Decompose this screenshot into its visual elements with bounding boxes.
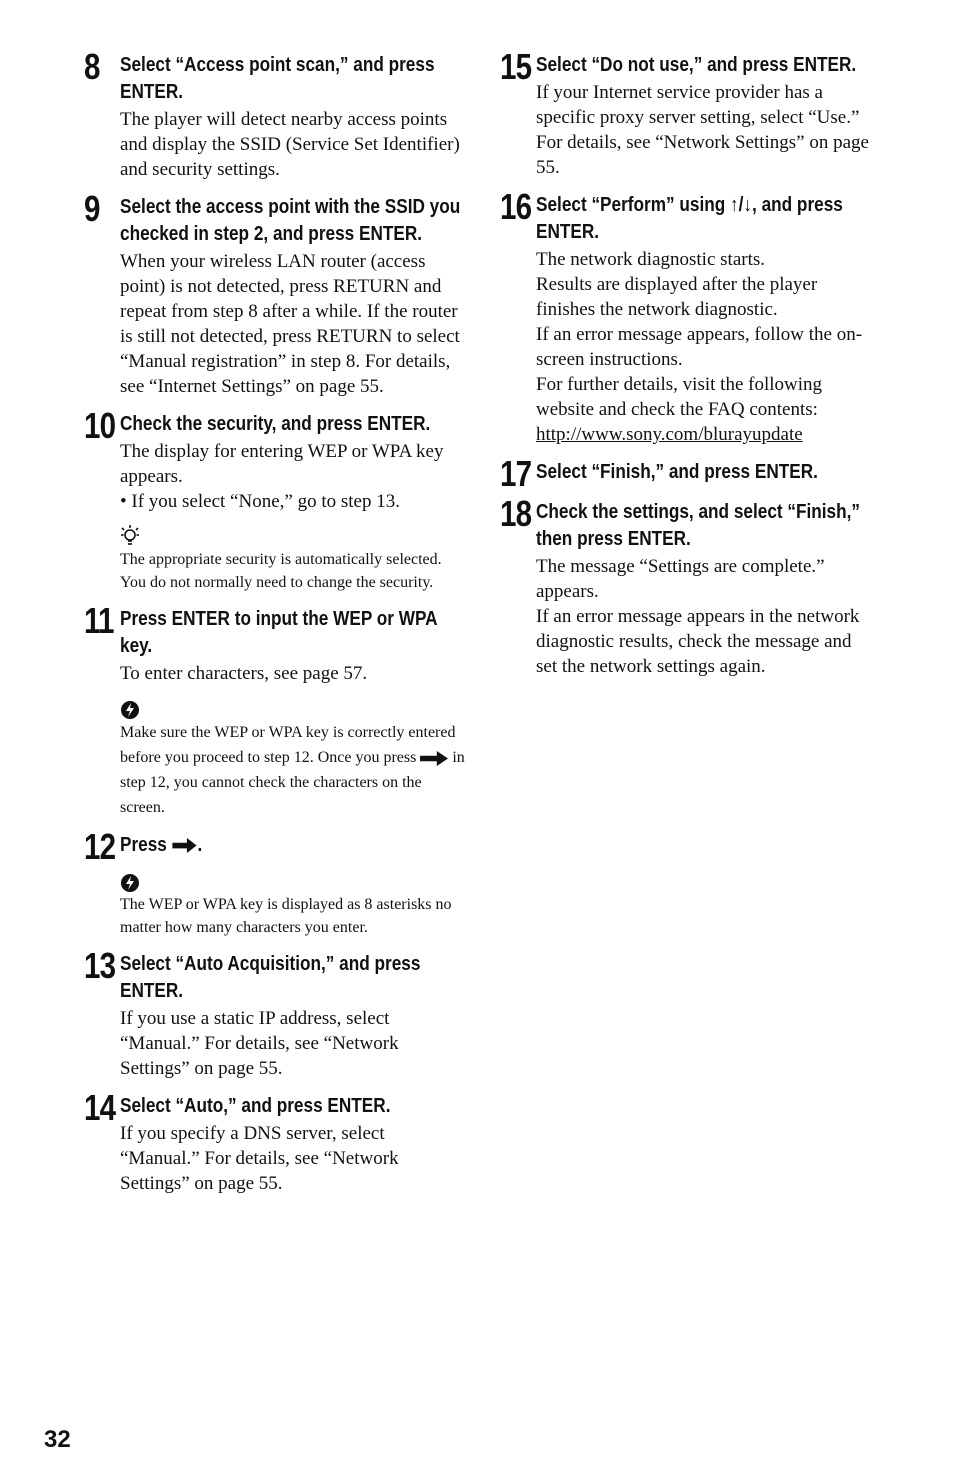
step-heading: Press ENTER to input the WEP or WPA key. <box>120 608 437 657</box>
step-number: 15 <box>500 46 532 87</box>
step-16 <box>500 186 875 447</box>
step-heading: Check the settings, and select “Finish,” then press ENTER. <box>536 501 861 550</box>
step-body: The display for entering WEP or WPA key appears. <box>120 441 444 487</box>
step-body-bullet: • If you select “None,” go to step 13. <box>120 491 400 512</box>
step-17 <box>500 453 875 494</box>
step-body: The network diagnostic starts. <box>536 249 766 270</box>
step-number: 16 <box>500 186 532 227</box>
arrow-right-icon <box>420 751 448 766</box>
step-heading: Select the access point with the SSID you checked in step 2, and press ENTER. <box>120 196 461 245</box>
step-number: 14 <box>84 1087 116 1128</box>
step-number: 8 <box>84 46 100 87</box>
support-link[interactable]: http://www.sony.com/blurayupdate <box>536 424 803 445</box>
step-body: If an error message appears, follow the on-screen instructions. <box>536 324 863 370</box>
step-heading: Select “Perform” using ↑/↓, and press ENTER. <box>536 194 843 243</box>
step-body: The player will detect nearby access points and display the SSID (Service Set Identifier) and security settings. <box>120 109 460 180</box>
step-body: If you use a static IP address, select “Manual.” For details, see “Network Settings” on page 55. <box>120 1008 399 1079</box>
step-body: If you specify a DNS server, select “Manual.” For details, see “Network Settings” on page 55. <box>120 1123 399 1194</box>
step-body: If your Internet service provider has a specific proxy server setting, select “Use.” For details, see “Network Settings” on page 55. <box>536 82 869 178</box>
step-14 <box>84 1087 469 1196</box>
tip-text: The appropriate security is automatically selected. You do not normally need to change the security. <box>120 551 442 591</box>
page-number: 32 <box>44 1426 71 1453</box>
step-11 <box>84 600 469 820</box>
step-body: For further details, visit the following website and check the FAQ contents: <box>536 374 823 420</box>
step-18 <box>500 493 875 679</box>
note-text: Make sure the WEP or WPA key is correctly entered before you proceed to step 12. Once you press in step 12, you cannot check the characters on the screen. <box>120 724 465 816</box>
step-heading: Check the security, and press ENTER. <box>120 413 431 435</box>
step-body: When your wireless LAN router (access point) is not detected, press RETURN and repeat from step 8 after a while. If the router is still not detected, press RETURN to select “Manual registration” in step 8. For details, see “Internet Settings” on page 55. <box>120 251 460 397</box>
step-15 <box>500 46 875 180</box>
step-heading: Select “Do not use,” and press ENTER. <box>536 54 857 76</box>
step-number: 12 <box>84 826 116 867</box>
step-number: 11 <box>84 600 114 641</box>
step-12 <box>84 826 469 939</box>
step-13 <box>84 945 469 1081</box>
step-number: 9 <box>84 188 100 229</box>
step-number: 10 <box>84 405 116 446</box>
right-column <box>500 46 875 679</box>
step-9 <box>84 188 469 399</box>
step-heading: Select “Access point scan,” and press ENTER. <box>120 54 435 103</box>
step-body: To enter characters, see page 57. <box>120 663 368 684</box>
up-down-arrows-icon: ↑/↓ <box>730 194 753 216</box>
step-number: 18 <box>500 493 532 534</box>
step-body: The message “Settings are complete.” appears. <box>536 556 825 602</box>
step-body: If an error message appears in the network diagnostic results, check the message and set the network settings again. <box>536 606 860 677</box>
lightbulb-icon <box>120 524 140 548</box>
note-text: The WEP or WPA key is displayed as 8 asterisks no matter how many characters you enter. <box>120 896 452 936</box>
step-heading: Press . <box>120 834 203 856</box>
step-number: 17 <box>500 453 532 494</box>
step-number: 13 <box>84 945 116 986</box>
step-10 <box>84 405 469 594</box>
left-column <box>84 46 469 1196</box>
step-body: Results are displayed after the player finishes the network diagnostic. <box>536 274 818 320</box>
step-8 <box>84 46 469 182</box>
note-icon <box>120 873 140 893</box>
step-heading: Select “Auto Acquisition,” and press ENTER. <box>120 953 421 1002</box>
note-icon <box>120 700 140 720</box>
step-heading: Select “Finish,” and press ENTER. <box>536 461 818 483</box>
step-heading: Select “Auto,” and press ENTER. <box>120 1095 391 1117</box>
arrow-right-icon <box>172 838 198 853</box>
